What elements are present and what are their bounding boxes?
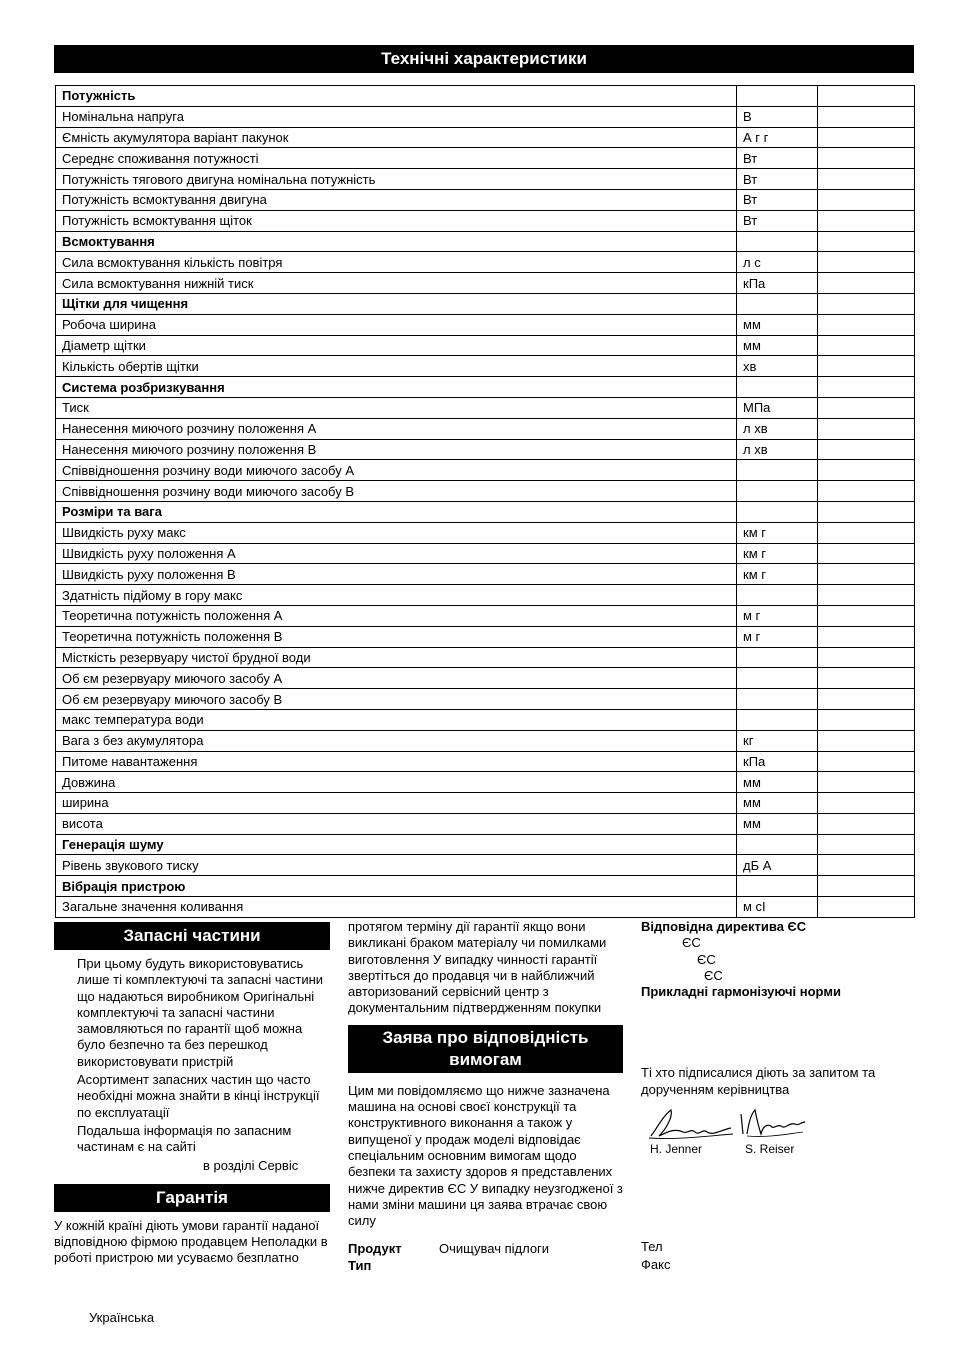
spec-unit: мм [737, 813, 818, 834]
spec-row [56, 668, 915, 689]
spec-unit [737, 293, 818, 314]
spec-unit [737, 876, 818, 897]
spec-label: Рівень звукового тиску [56, 855, 737, 876]
spec-value [818, 834, 915, 855]
warranty-paragraph-continued: протягом терміну дії гарантії якщо вони викликані браком матеріалу чи помилками виготовлення У випадку чинності гарантії звертіться до продавця чи в найближчий авторизований сервісний центр з документальним підтвердженням покупки [348, 919, 607, 1016]
spec-value [818, 231, 915, 252]
spec-section-row [56, 501, 915, 522]
spec-row [56, 106, 915, 127]
spec-unit [737, 481, 818, 502]
spec-label: Робоча ширина [56, 314, 737, 335]
footer-language: Українська [89, 1310, 155, 1325]
spec-unit: л с [737, 252, 818, 273]
spec-section-title: Генерація шуму [56, 834, 737, 855]
spec-row [56, 564, 915, 585]
spec-unit [737, 689, 818, 710]
spec-label: Швидкість руху положення В [56, 564, 737, 585]
spec-value [818, 626, 915, 647]
spec-row [56, 314, 915, 335]
spec-label: Середнє споживання потужності [56, 148, 737, 169]
spec-label: макс температура води [56, 709, 737, 730]
directive-ec-3: ЄС [704, 967, 723, 983]
spec-label: Сила всмоктування кількість повітря [56, 252, 737, 273]
spec-value [818, 876, 915, 897]
spec-section-row [56, 834, 915, 855]
spec-unit [737, 501, 818, 522]
spec-label: Номінальна напруга [56, 106, 737, 127]
spec-label: Місткість резервуару чистої брудної води [56, 647, 737, 668]
spec-value [818, 543, 915, 564]
spec-row [56, 647, 915, 668]
spare-parts-heading: Запасні частини [54, 922, 330, 950]
signer-jenner-name: H. Jenner [650, 1142, 703, 1157]
spec-unit [737, 231, 818, 252]
spec-row [56, 793, 915, 814]
spec-value [818, 730, 915, 751]
signature-jenner-image [647, 1108, 735, 1142]
directive-ec-1: ЄС [682, 935, 701, 951]
spec-label: Співвідношення розчину води миючого засобу В [56, 481, 737, 502]
spec-row [56, 626, 915, 647]
product-value: Очищувач підлоги [439, 1241, 550, 1257]
spec-value [818, 460, 915, 481]
signer-reiser-name: S. Reiser [745, 1142, 795, 1157]
spec-unit: км г [737, 564, 818, 585]
spec-value [818, 106, 915, 127]
spec-value [818, 127, 915, 148]
spec-section-title: Розміри та вага [56, 501, 737, 522]
spec-value [818, 522, 915, 543]
warranty-heading: Гарантія [54, 1184, 330, 1212]
spec-value [818, 689, 915, 710]
spec-row [56, 709, 915, 730]
spec-section-title: Потужність [56, 86, 737, 107]
spec-row [56, 855, 915, 876]
spare-parts-paragraph-3: Подальша інформація по запасним частинам є на сайті [77, 1122, 292, 1155]
spec-unit [737, 668, 818, 689]
spec-row [56, 605, 915, 626]
product-info [348, 1241, 623, 1274]
spec-row [56, 730, 915, 751]
type-label: Тип [348, 1257, 372, 1273]
spare-parts-paragraph-1: При цьому будуть використовуватись лише ті комплектуючі та запасні частини що надаються виробником Оригінальні комплектуючі та запасні частини замовляються по гарантії щоб можна було безпечно та без перешкод використовувати пристрій [77, 956, 324, 1069]
spec-label: Діаметр щітки [56, 335, 737, 356]
spec-label: Ємність акумулятора варіант пакунок [56, 127, 737, 148]
spec-value [818, 481, 915, 502]
spec-section-row [56, 293, 915, 314]
spec-section-title: Щітки для чищення [56, 293, 737, 314]
spec-row [56, 335, 915, 356]
spec-unit: Вт [737, 189, 818, 210]
page-title: Технічні характеристики [54, 45, 914, 73]
spare-parts-paragraph-2: Асортимент запасних частин що часто необхідні можна знайти в кінці інструкції по експлуатації [77, 1072, 320, 1120]
spec-unit [737, 460, 818, 481]
spec-row [56, 813, 915, 834]
spec-label: Загальне значення коливання [56, 897, 737, 918]
spec-label: Здатність підйому в гору макс [56, 585, 737, 606]
spec-unit: км г [737, 543, 818, 564]
spec-row [56, 772, 915, 793]
spec-value [818, 772, 915, 793]
spec-value [818, 148, 915, 169]
spec-row [56, 543, 915, 564]
spec-value [818, 86, 915, 107]
spec-unit: мм [737, 793, 818, 814]
spec-label: Об єм резервуару миючого засобу А [56, 668, 737, 689]
spec-unit: Вт [737, 169, 818, 190]
directive-ec-2: ЄС [697, 951, 716, 967]
spec-value [818, 273, 915, 294]
spec-row [56, 210, 915, 231]
spec-row [56, 127, 915, 148]
spec-value [818, 709, 915, 730]
spec-value [818, 751, 915, 772]
tel-label: Тел [641, 1239, 663, 1255]
spec-label: Потужність всмоктування щіток [56, 210, 737, 231]
spec-unit: кПа [737, 273, 818, 294]
spec-unit: км г [737, 522, 818, 543]
spec-row [56, 189, 915, 210]
spec-label: Швидкість руху макс [56, 522, 737, 543]
spec-unit: л хв [737, 418, 818, 439]
spec-section-title: Вібрація пристрою [56, 876, 737, 897]
spec-label: Швидкість руху положення А [56, 543, 737, 564]
spec-unit [737, 86, 818, 107]
spec-label: Потужність тягового двигуна номінальна потужність [56, 169, 737, 190]
spec-label: Об єм резервуару миючого засобу В [56, 689, 737, 710]
spec-value [818, 585, 915, 606]
spec-value [818, 169, 915, 190]
spec-value [818, 210, 915, 231]
spec-section-row [56, 377, 915, 398]
spec-unit: м г [737, 605, 818, 626]
spec-unit: мм [737, 314, 818, 335]
spec-section-row [56, 86, 915, 107]
spec-unit: кг [737, 730, 818, 751]
spec-unit: мм [737, 772, 818, 793]
spec-section-row [56, 876, 915, 897]
spec-label: Потужність всмоктування двигуна [56, 189, 737, 210]
signatures [641, 1108, 913, 1168]
spec-label: Теоретична потужність положення В [56, 626, 737, 647]
spec-unit: мм [737, 335, 818, 356]
spec-unit: м г [737, 626, 818, 647]
product-label: Продукт [348, 1241, 402, 1257]
spec-row [56, 356, 915, 377]
spec-row [56, 751, 915, 772]
spec-unit: Вт [737, 148, 818, 169]
spec-label: Кількість обертів щітки [56, 356, 737, 377]
declaration-heading: Заява про відповідність вимогам [348, 1025, 623, 1073]
specifications-table [55, 85, 915, 918]
spec-row [56, 897, 915, 918]
spec-unit: м сІ [737, 897, 818, 918]
declaration-column [348, 919, 623, 1274]
spec-value [818, 813, 915, 834]
spec-section-title: Всмоктування [56, 231, 737, 252]
spec-section-row [56, 231, 915, 252]
spec-value [818, 335, 915, 356]
spec-row [56, 169, 915, 190]
spec-value [818, 647, 915, 668]
spec-row [56, 439, 915, 460]
spec-label: Співвідношення розчину води миючого засобу А [56, 460, 737, 481]
spec-unit [737, 709, 818, 730]
spec-row [56, 689, 915, 710]
spec-row [56, 522, 915, 543]
spec-label: Теоретична потужність положення А [56, 605, 737, 626]
spec-value [818, 314, 915, 335]
spec-unit [737, 834, 818, 855]
signature-reiser-image [737, 1108, 807, 1140]
spec-row [56, 481, 915, 502]
spec-value [818, 397, 915, 418]
harmonized-norms-heading: Прикладні гармонізуючі норми [641, 984, 841, 1000]
spec-value [818, 897, 915, 918]
conformity-column [641, 919, 913, 1274]
spec-row [56, 148, 915, 169]
spec-value [818, 356, 915, 377]
spec-value [818, 252, 915, 273]
spec-unit: Вт [737, 210, 818, 231]
spec-label: висота [56, 813, 737, 834]
spec-value [818, 293, 915, 314]
spec-unit: л хв [737, 439, 818, 460]
fax-label: Факс [641, 1257, 671, 1273]
spec-unit: кПа [737, 751, 818, 772]
spec-label: Довжина [56, 772, 737, 793]
spec-unit: дБ А [737, 855, 818, 876]
spare-parts-warranty-column [54, 922, 330, 1267]
spec-label: ширина [56, 793, 737, 814]
spec-label: Сила всмоктування нижній тиск [56, 273, 737, 294]
contact-info [641, 1238, 913, 1274]
spec-value [818, 564, 915, 585]
spec-unit [737, 647, 818, 668]
spec-value [818, 377, 915, 398]
spec-section-title: Система розбризкування [56, 377, 737, 398]
spec-unit: В [737, 106, 818, 127]
spec-value [818, 668, 915, 689]
spec-row [56, 397, 915, 418]
spec-value [818, 418, 915, 439]
spec-label: Питоме навантаження [56, 751, 737, 772]
spec-value [818, 793, 915, 814]
warranty-paragraph-start: У кожній країні діють умови гарантії наданої відповідною фірмою продавцем Неполадки в роботі пристрою ми усуваємо безплатно [54, 1217, 328, 1266]
spec-value [818, 439, 915, 460]
spec-unit: МПа [737, 397, 818, 418]
directive-heading: Відповідна директива ЄС [641, 919, 807, 934]
spec-row [56, 273, 915, 294]
spec-value [818, 605, 915, 626]
spec-row [56, 418, 915, 439]
spec-label: Тиск [56, 397, 737, 418]
spec-unit [737, 585, 818, 606]
spec-label: Нанесення миючого розчину положення А [56, 418, 737, 439]
spec-row [56, 460, 915, 481]
signers-note: Ті хто підписалися діють за запитом та дорученням керівництва [641, 1065, 876, 1097]
spec-unit [737, 377, 818, 398]
spec-row [56, 585, 915, 606]
spec-row [56, 252, 915, 273]
spec-unit: хв [737, 356, 818, 377]
declaration-text: Цим ми повідомляємо що нижче зазначена машина на основі своєї конструкції та конструктивного виконання а також у випущеної у продаж моделі відповідає спеціальним основним вимогам щодо безпеки та захисту здоров я представлених нижче директив ЄС У випадку неузгодженої з нами зміни машини ця заява втрачає свою силу [348, 1082, 623, 1229]
spec-label: Вага з без акумулятора [56, 730, 737, 751]
spec-value [818, 855, 915, 876]
spec-unit: А г г [737, 127, 818, 148]
spec-value [818, 501, 915, 522]
spec-value [818, 189, 915, 210]
spec-label: Нанесення миючого розчину положення В [56, 439, 737, 460]
spare-parts-service-note: в розділі Сервіс [203, 1157, 299, 1173]
